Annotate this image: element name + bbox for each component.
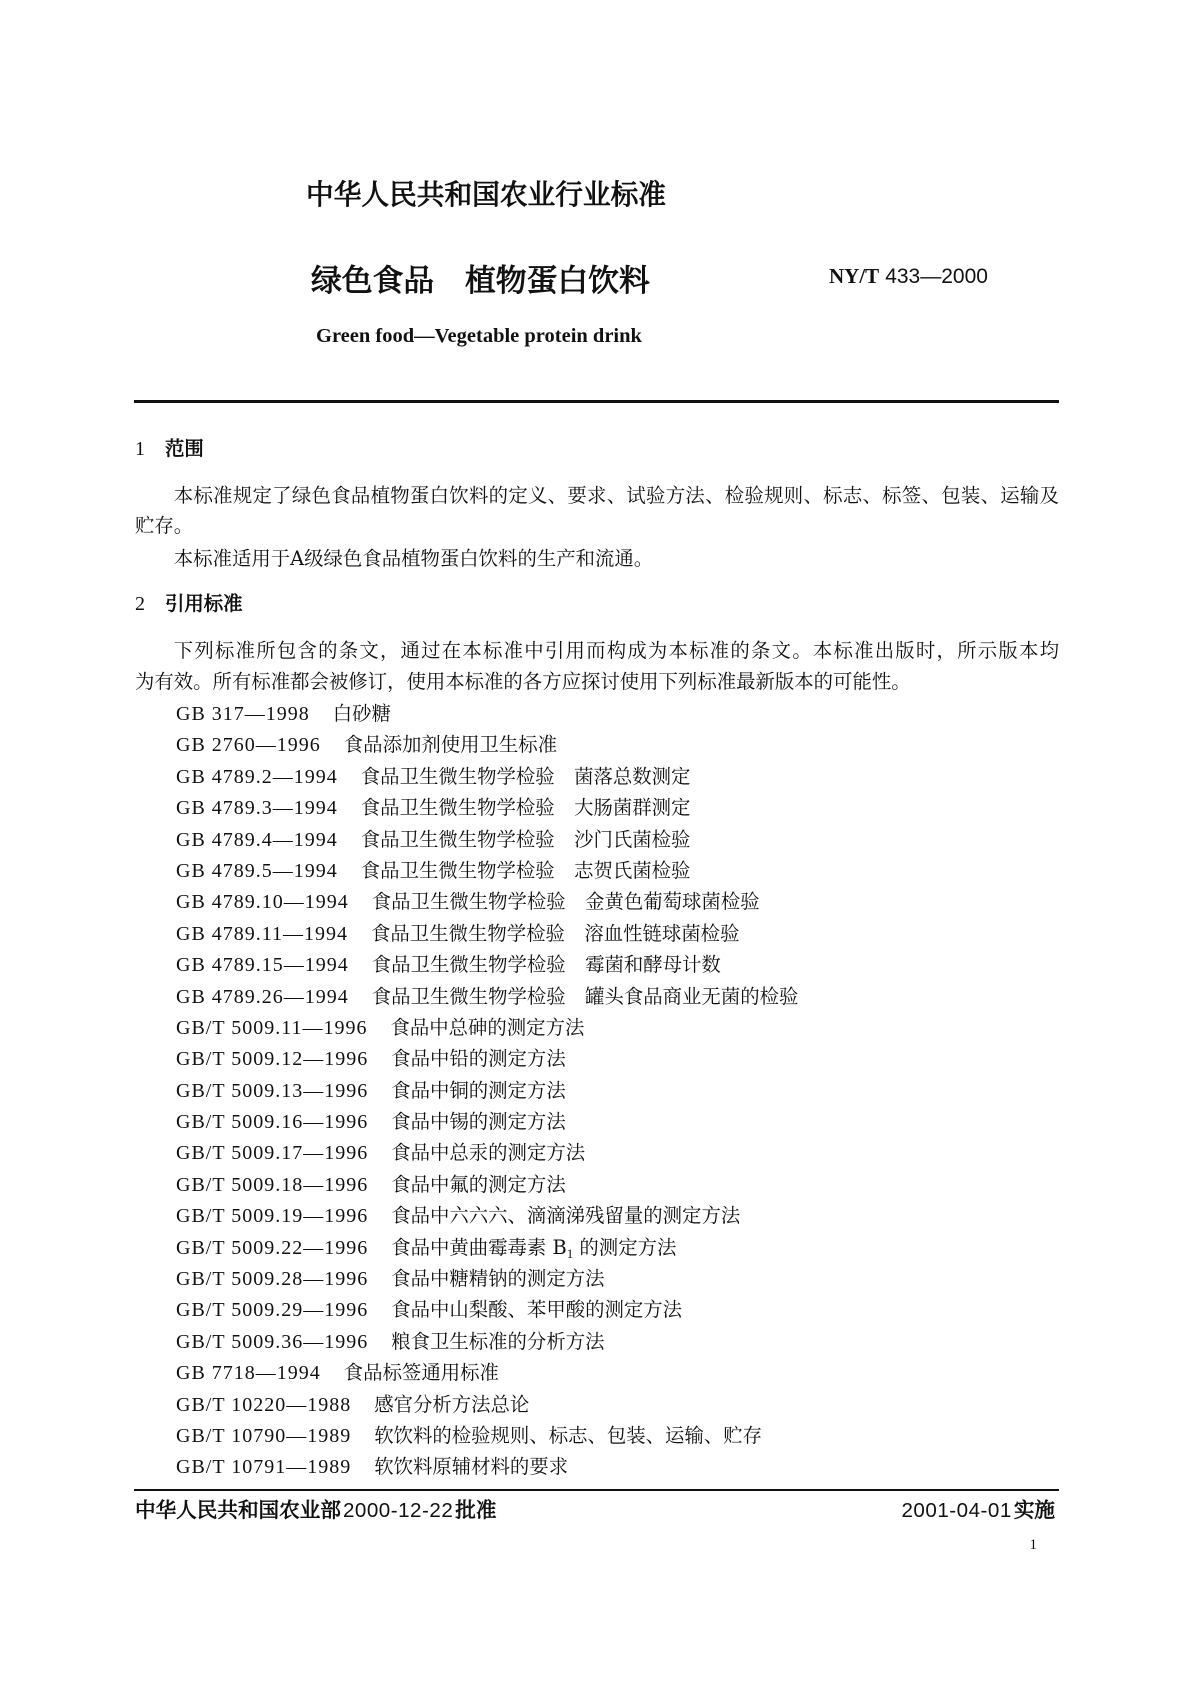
- section-title: 范围: [165, 437, 204, 460]
- effective-date: 2001-04-01: [901, 1499, 1012, 1522]
- reference-item: [176, 698, 798, 729]
- reference-title-subscript: 1: [566, 1245, 574, 1261]
- reference-title: 食品标签通用标准: [343, 1361, 499, 1385]
- reference-code: GB 7718—1994: [176, 1362, 321, 1385]
- normative-references-list: [176, 698, 798, 1483]
- reference-item: [176, 855, 798, 886]
- reference-code: GB 4789.10—1994: [176, 891, 349, 914]
- reference-title: 食品中山梨酸、苯甲酸的测定方法: [391, 1298, 683, 1322]
- reference-title: 食品中铜的测定方法: [391, 1078, 566, 1102]
- reference-item: [176, 1420, 798, 1451]
- reference-code: GB/T 5009.36—1996: [176, 1330, 369, 1353]
- reference-code: GB 4789.15—1994: [176, 954, 349, 977]
- reference-item: [176, 1357, 798, 1388]
- reference-title: 白砂糖: [332, 702, 391, 725]
- reference-item: [176, 1012, 798, 1043]
- section-1-heading: [135, 434, 204, 465]
- reference-code: GB/T 5009.18—1996: [176, 1173, 369, 1196]
- reference-item: [176, 1326, 798, 1357]
- reference-code: GB/T 5009.13—1996: [176, 1079, 369, 1102]
- reference-title: 软饮料原辅材料的要求: [374, 1455, 569, 1479]
- reference-title: 粮食卫生标准的分析方法: [391, 1329, 605, 1353]
- standard-number-prefix: NY/T: [829, 264, 880, 288]
- reference-item: [176, 949, 798, 980]
- reference-item: [176, 1294, 798, 1325]
- reference-code: GB 4789.3—1994: [176, 797, 338, 820]
- section-title: 引用标准: [165, 592, 243, 615]
- reference-item: [176, 918, 798, 949]
- reference-title: 食品中锡的测定方法: [391, 1110, 566, 1134]
- reference-item: [176, 1137, 798, 1168]
- effective-label: 实施: [1013, 1498, 1055, 1522]
- reference-code: GB/T 5009.17—1996: [176, 1142, 369, 1165]
- reference-title: 食品添加剂使用卫生标准: [343, 733, 558, 757]
- header-divider: [134, 400, 1059, 403]
- reference-title: 软饮料的检验规则、标志、包装、运输、贮存: [374, 1423, 763, 1447]
- effective-line: [899, 1496, 1055, 1526]
- reference-title: 感官分析方法总论: [374, 1392, 530, 1416]
- reference-item: [176, 1169, 798, 1200]
- reference-title: 食品中氟的测定方法: [391, 1172, 566, 1196]
- reference-item: [176, 1263, 798, 1294]
- section-number: 1: [135, 438, 145, 460]
- reference-item: [176, 1200, 798, 1231]
- approval-line: [135, 1496, 496, 1526]
- approval-date: 2000-12-22: [342, 1499, 454, 1522]
- reference-code: GB 4789.11—1994: [176, 922, 349, 945]
- reference-code: GB/T 5009.11—1996: [176, 1016, 368, 1039]
- reference-item: [176, 1075, 798, 1106]
- reference-title: 食品卫生微生物学检验 大肠菌群测定: [360, 796, 691, 820]
- document-title: 绿色食品 植物蛋白饮料: [311, 263, 650, 299]
- reference-item: [176, 1451, 798, 1482]
- reference-title: 食品卫生微生物学检验 溶血性链球菌检验: [371, 921, 740, 945]
- footer-divider: [134, 1489, 1059, 1491]
- section-1-paragraph-2: 本标准适用于A级绿色食品植物蛋白饮料的生产和流通。: [173, 547, 654, 570]
- reference-code: GB/T 5009.19—1996: [176, 1205, 369, 1228]
- reference-code: GB 4789.26—1994: [176, 985, 349, 1008]
- reference-title: 食品中总汞的测定方法: [391, 1141, 586, 1165]
- reference-item: [176, 1043, 798, 1074]
- reference-item: [176, 886, 798, 917]
- reference-title: 食品卫生微生物学检验 霉菌和酵母计数: [371, 953, 721, 977]
- reference-code: GB/T 10790—1989: [176, 1424, 352, 1447]
- issuing-body-title: 中华人民共和国农业行业标准: [306, 178, 666, 211]
- reference-title: 食品卫生微生物学检验 罐头食品商业无菌的检验: [371, 984, 799, 1008]
- reference-item: [176, 1106, 798, 1137]
- reference-item: [176, 761, 798, 792]
- reference-item: [176, 1389, 798, 1420]
- standard-number-value: 433—2000: [885, 265, 988, 288]
- approval-label: 批准: [455, 1498, 497, 1522]
- reference-code: GB/T 5009.12—1996: [176, 1048, 369, 1071]
- section-1-paragraph-1-line-2: 贮存。: [135, 514, 194, 537]
- reference-title: 食品中铅的测定方法: [391, 1047, 566, 1071]
- reference-item: [176, 729, 798, 760]
- english-title: Green food—Vegetable protein drink: [316, 325, 642, 347]
- reference-item: [176, 824, 798, 855]
- reference-title-continued: 的测定方法: [573, 1235, 677, 1259]
- reference-code: GB 4789.2—1994: [176, 765, 338, 788]
- reference-code: GB 4789.4—1994: [176, 828, 338, 851]
- reference-title: 食品卫生微生物学检验 志贺氏菌检验: [360, 858, 691, 882]
- reference-title: 食品卫生微生物学检验 沙门氏菌检验: [360, 827, 691, 851]
- reference-title: 食品中六六六、滴滴涕残留量的测定方法: [391, 1204, 741, 1228]
- reference-title: 食品卫生微生物学检验 金黄色葡萄球菌检验: [371, 890, 760, 914]
- reference-code: GB/T 10220—1988: [176, 1393, 352, 1416]
- reference-title: 食品卫生微生物学检验 菌落总数测定: [360, 764, 691, 788]
- reference-code: GB/T 5009.29—1996: [176, 1299, 369, 1322]
- reference-item: [176, 792, 798, 823]
- page-number: 1: [1029, 1537, 1037, 1553]
- reference-code: GB/T 5009.28—1996: [176, 1268, 369, 1291]
- section-2-intro-line-2: 为有效。所有标准都会被修订，使用本标准的各方应探讨使用下列标准最新版本的可能性。: [135, 670, 911, 693]
- reference-item: [176, 1232, 798, 1263]
- section-2-heading: [135, 589, 243, 620]
- reference-code: GB 2760—1996: [176, 734, 321, 757]
- reference-item: [176, 981, 798, 1012]
- reference-title: 食品中总砷的测定方法: [390, 1015, 585, 1039]
- reference-code: GB/T 5009.22—1996: [176, 1236, 369, 1259]
- section-2-intro-line-1: 下列标准所包含的条文，通过在本标准中引用而构成为本标准的条文。本标准出版时，所示版本均: [173, 639, 1059, 662]
- reference-code: GB/T 10791—1989: [176, 1456, 352, 1479]
- approval-organization: 中华人民共和国农业部: [135, 1498, 341, 1522]
- reference-title: 食品中糖精钠的测定方法: [391, 1267, 605, 1291]
- standard-number: [829, 262, 988, 292]
- reference-title: 食品中黄曲霉毒素 B: [391, 1235, 567, 1259]
- reference-code: GB 4789.5—1994: [176, 859, 338, 882]
- section-number: 2: [135, 593, 145, 615]
- reference-code: GB/T 5009.16—1996: [176, 1111, 369, 1134]
- reference-code: GB 317—1998: [176, 703, 310, 725]
- section-1-paragraph-1-line-1: 本标准规定了绿色食品植物蛋白饮料的定义、要求、试验方法、检验规则、标志、标签、包装、运输及: [173, 484, 1059, 507]
